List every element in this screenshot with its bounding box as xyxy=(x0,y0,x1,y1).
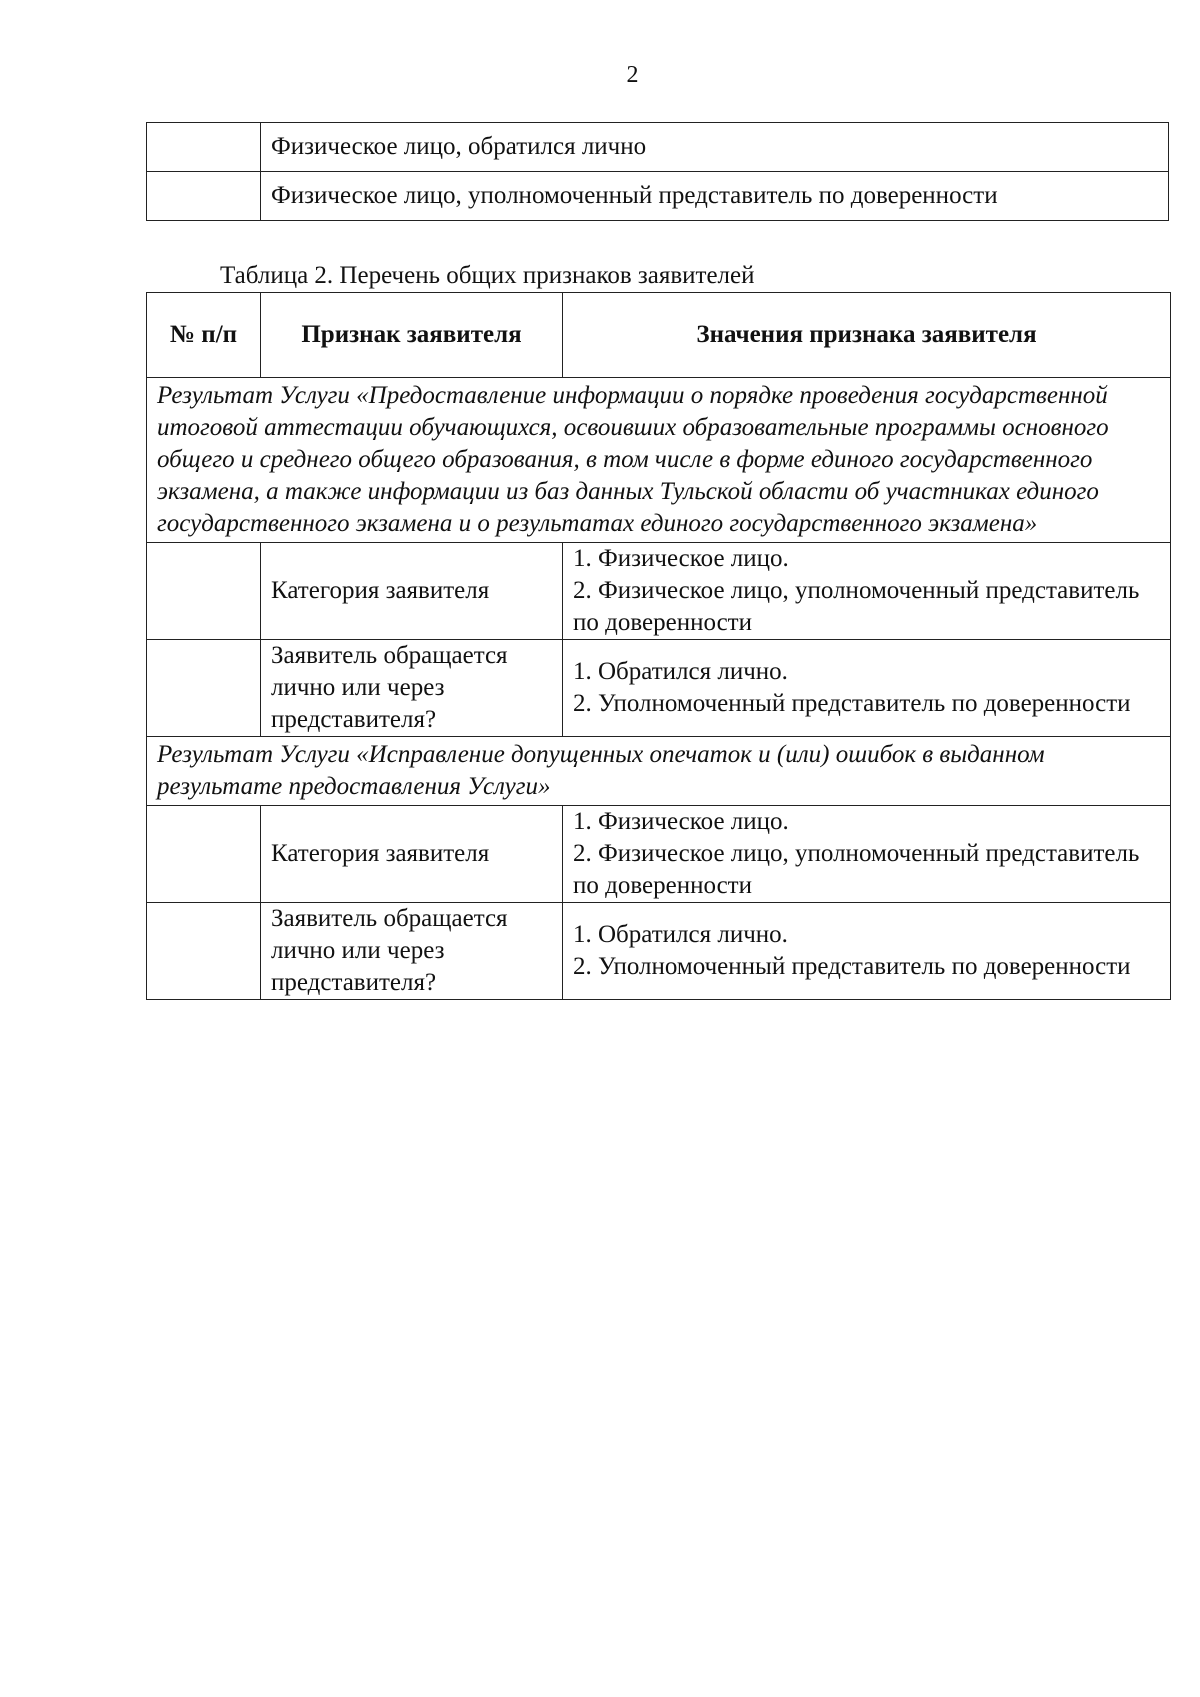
table-cell-feature: Заявитель обращается лично или через представителя? xyxy=(261,640,563,737)
value-line: 1. Обратился лично. xyxy=(573,658,788,685)
value-line: 2. Уполномоченный представитель по доверенности xyxy=(573,690,1131,717)
page-number: 2 xyxy=(626,62,639,88)
table-caption: Таблица 2. Перечень общих признаков заявителей xyxy=(220,262,755,289)
table-cell-values xyxy=(563,543,1171,640)
table-row xyxy=(147,543,1171,640)
table-cell-variant: Физическое лицо, уполномоченный представитель по доверенности xyxy=(261,172,1169,221)
table-cell-number xyxy=(147,640,261,737)
value-line: 1. Физическое лицо. xyxy=(573,545,789,572)
header-values: Значения признака заявителя xyxy=(563,293,1171,378)
value-line: 1. Физическое лицо. xyxy=(573,808,789,835)
header-feature: Признак заявителя xyxy=(261,293,563,378)
table-cell-variant: Физическое лицо, обратился лично xyxy=(261,123,1169,172)
value-line: 2. Физическое лицо, уполномоченный представитель по доверенности xyxy=(573,840,1140,899)
section-title: Результат Услуги «Предоставление информации о порядке проведения государственной итоговой аттестации обучающихся, освоивших образовательные программы основного общего и среднего общего образования, в том числе в форме единого государственного экзамена, а также информации из баз данных Тульской области об участниках единого государственного экзамена и о результатах единого государственного экзамена» xyxy=(147,378,1171,543)
value-line: 2. Уполномоченный представитель по доверенности xyxy=(573,953,1131,980)
table-row xyxy=(147,806,1171,903)
applicant-features-table xyxy=(146,292,1171,1000)
table-row xyxy=(147,640,1171,737)
table-row xyxy=(147,123,1169,172)
table-cell-number xyxy=(147,123,261,172)
table-cell-values xyxy=(563,806,1171,903)
section-row xyxy=(147,378,1171,543)
table-cell-feature: Категория заявителя xyxy=(261,806,563,903)
table-row xyxy=(147,903,1171,1000)
table-cell-number xyxy=(147,172,261,221)
header-number: № п/п xyxy=(147,293,261,378)
table-cell-values xyxy=(563,640,1171,737)
table-header-row xyxy=(147,293,1171,378)
table-cell-number xyxy=(147,903,261,1000)
applicant-variants-table xyxy=(146,122,1169,221)
section-row xyxy=(147,737,1171,806)
table-cell-values xyxy=(563,903,1171,1000)
table-cell-feature: Заявитель обращается лично или через представителя? xyxy=(261,903,563,1000)
value-line: 1. Обратился лично. xyxy=(573,921,788,948)
table-cell-number xyxy=(147,543,261,640)
value-line: 2. Физическое лицо, уполномоченный представитель по доверенности xyxy=(573,577,1140,636)
table-cell-number xyxy=(147,806,261,903)
section-title: Результат Услуги «Исправление допущенных опечаток и (или) ошибок в выданном результате предоставления Услуги» xyxy=(147,737,1171,806)
table-row xyxy=(147,172,1169,221)
table-cell-feature: Категория заявителя xyxy=(261,543,563,640)
